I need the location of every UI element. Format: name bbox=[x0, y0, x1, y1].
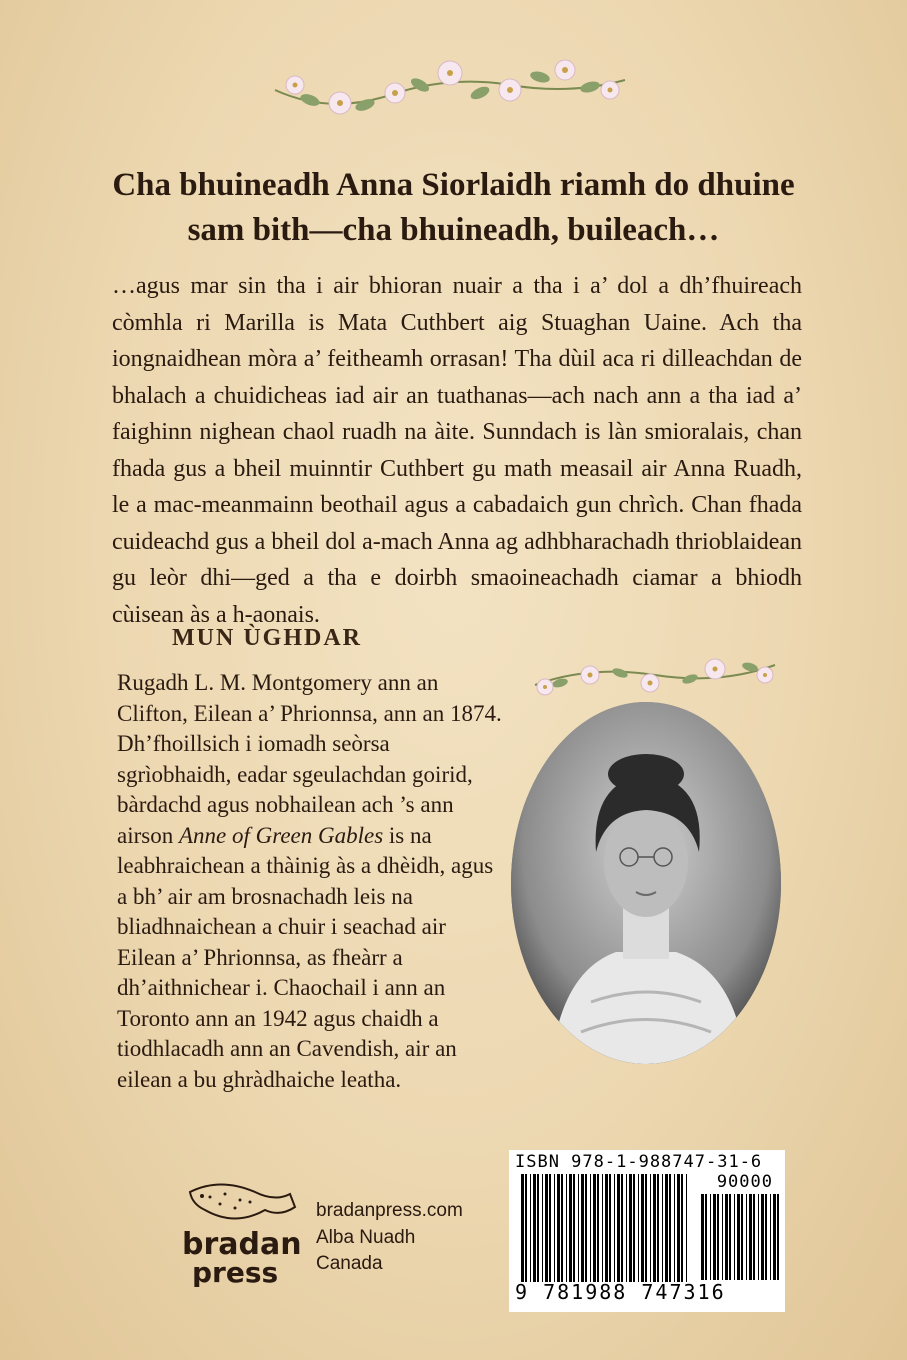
author-portrait bbox=[511, 702, 781, 1064]
blurb-paragraph: …agus mar sin tha i air bhioran nuair a tha i a’ dol a dh’fhuireach còmhla ri Marilla is Mata Cuthbert aig Stuaghan Uaine. Ach tha iongnaidhean mòra a’ feitheamh orrasan! Tha dùil aca ri dilleachdan de bhalach a chuidicheas iad air an tuathanas—ach nach ann a tha iad a’ faighinn nighean chaol ruadh na àite. Sunndach is làn smioralais, chan fhada gus a bheil muinntir Cuthbert gu math measail air Anna Ruadh, le a mac-meanmainn beothail agus a cabadaich gun chrìch. Chan fhada cuideachd gus a bheil dol a-mach Anna ag adhbharachadh thrioblaidean gu leòr dhi—ged a tha e doirbh smaoineachadh ciamar a bhiodh cùisean às a h-aonais. bbox=[112, 273, 802, 628]
isbn-label: ISBN 978-1-988747-31-6 bbox=[515, 1152, 763, 1172]
isbn-barcode bbox=[509, 1150, 785, 1312]
price-code: 90000 bbox=[716, 1172, 773, 1192]
publisher-location-region: Alba Nuadh bbox=[316, 1227, 416, 1248]
top-floral-vine bbox=[270, 45, 630, 135]
bradan-press-logo bbox=[180, 1172, 302, 1287]
about-author-heading: MUN ÙGHDAR bbox=[172, 625, 362, 651]
logo-word-bradan: bradan bbox=[182, 1227, 302, 1262]
publisher-location-country: Canada bbox=[316, 1253, 383, 1274]
bio-text-before: Rugadh L. M. Montgomery ann an Clifton, Eilean a’ Phrionnsa, ann an 1874. Dh’fhoillsich i iomadh seòrsa sgrìobhaidh, eadar sgeulachdan goirid, bàrdachd agus nobhailean ach ’s ann airson bbox=[117, 670, 502, 848]
headline: Cha bhuineadh Anna Siorlaidh riamh do dhuine sam bith—cha bhuineadh, buileach… bbox=[112, 167, 795, 248]
portrait-illustration bbox=[511, 702, 781, 1064]
portrait-floral-vine bbox=[530, 645, 780, 705]
logo-word-press: press bbox=[192, 1256, 279, 1287]
bio-book-title: Anne of Green Gables bbox=[178, 822, 384, 848]
publisher-website[interactable]: bradanpress.com bbox=[316, 1200, 463, 1221]
ean-barcode-bars bbox=[521, 1174, 691, 1282]
addon-barcode-bars bbox=[701, 1194, 781, 1280]
bio-text-after: is na leabhraichean a thàinig às a dhèidh, agus a bh’ air am brosnachadh leis na bliadhnaichean a chuir i seachad air Eilean a’ Phrionnsa, as fheàrr a dh’aithnichear i. Chaochail i ann an Toronto ann an 1942 agus chaidh a tiodhlacadh ann an Cavendish, air an eilean a bu ghràdhaiche leatha. bbox=[117, 822, 494, 1092]
barcode-number: 9 781988 747316 bbox=[515, 1280, 726, 1304]
author-bio bbox=[117, 668, 509, 1095]
